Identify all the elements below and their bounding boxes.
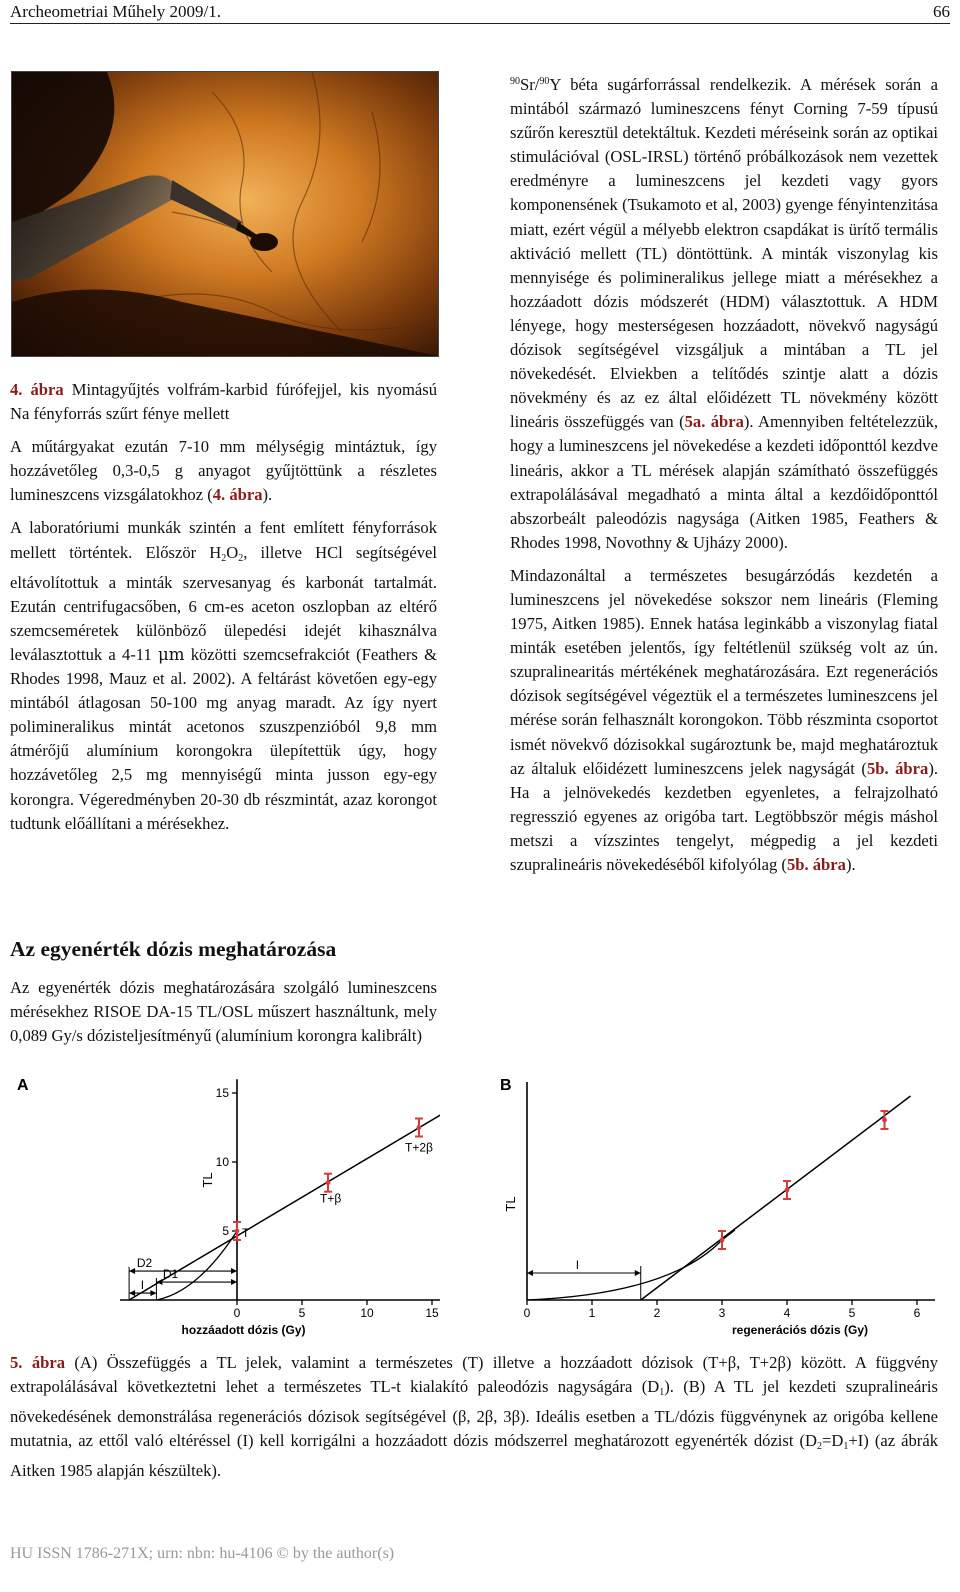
chart-a-y-tick-label: 10 <box>215 1155 229 1169</box>
chart-a-d2-arrow-head-left <box>129 1268 135 1274</box>
fig5a-reference: 5a. ábra <box>684 412 744 432</box>
chart-a <box>15 1072 440 1340</box>
chart-a-d2-label: D2 <box>136 1256 153 1271</box>
chart-b-svg <box>495 1072 935 1340</box>
left-paragraph-1 <box>10 435 437 507</box>
micrometer-unit: μm <box>157 644 185 664</box>
chart-b-x-tick-label: 0 <box>523 1306 531 1320</box>
header-rule <box>10 23 950 24</box>
chart-a-y-label: TL <box>200 1172 215 1188</box>
chart-a-x-label: hozzáadott dózis (Gy) <box>181 1323 306 1337</box>
p2-text-d: közötti szemcsefrakciót (Feathers & Rhodes 1998, Mauz et al. 2002). A feltárást követően egy-egy mintából átlagosan 50-100 mg anyag maradt. Az így nyert polimineralikus mintát acetonos szuszpenzióból 9,8 mm átmérőjű alumínium korongokra ülepítettük úgy, hogy hozzávetőleg 2,5 mg mennyiségű minta jusson egy-egy korongra. Végeredményben 20-30 db részmintát, azaz korongot tudtunk előállítani a mérésekhez. <box>10 644 437 833</box>
sup-90a: 90 <box>510 76 520 87</box>
chart-b-i-label: I <box>575 1258 580 1272</box>
fig4-label: 4. ábra <box>10 380 64 399</box>
journal-title: Archeometriai Műhely 2009/1. <box>10 2 222 21</box>
drilling-photo-image <box>12 72 438 356</box>
p3-text: Az egyenérték dózis meghatározására szolgáló lumineszcens mérésekhez RISOE DA-15 TL/OSL műszert használtunk, mely 0,089 Gy/s dózisteljesítményű (alumínium korongra kalibrált) <box>10 978 437 1046</box>
left-paragraph-2 <box>10 516 437 835</box>
fig5-caption <box>10 1351 938 1483</box>
chart-a-point-0-marker <box>235 1229 240 1234</box>
fig5b-reference-1: 5b. ábra <box>866 758 929 778</box>
chart-a-i-label: I <box>140 1278 145 1293</box>
chart-a-x-tick-label: 10 <box>360 1306 374 1320</box>
fig5-text-2: ). (B) A TL jel kezdeti szupralineáris növekedésének demonstrálása regenerációs dózisok segítségével (β, 2β, 3β). Ideális esetben a TL/dózis függvénynek az origóba kellene mutatnia, az ettől való eltéréssel (I) kell korrigálni a hozzáadott dózis módszerrel meghatározott egyenérték dózist (D <box>10 1377 938 1451</box>
chart-b-y-label: TL <box>503 1196 518 1212</box>
chart-a-point-1-marker <box>326 1180 331 1185</box>
rp1-text-a: Sr/ <box>520 75 540 94</box>
chart-a-d1-arrow-head-right <box>231 1279 237 1285</box>
chart-a-point-label-t-2beta: T+2β <box>405 1140 433 1155</box>
chart-a-d1-arrow-head-left <box>156 1279 162 1285</box>
chart-a-i-arrow-head-left <box>129 1290 135 1296</box>
chart-a-point-label-t-beta: T+β <box>320 1191 342 1206</box>
p1-text-b: ). <box>262 485 273 505</box>
chart-a-d2-arrow-head-right <box>231 1268 237 1274</box>
fig4-text: Mintagyűjtés volfrám-karbid fúrófejjel, kis nyomású Na fényforrás szűrt fénye mellett <box>10 380 438 424</box>
chart-b-point-2-marker <box>882 1118 887 1123</box>
chart-a-x-tick-label: 5 <box>298 1306 306 1320</box>
p2-text-b: O <box>226 542 239 562</box>
chart-a-svg <box>15 1072 440 1340</box>
fig5-text-1: (A) Összefüggés a TL jelek, valamint a természetes (T) illetve a hozzáadott dózisok (T+β, T+2β) között. A függvény extrapolálásával következtetni lehet a természetes TL-t kialakító paleodózis nagyságára (D <box>10 1353 939 1397</box>
chart-b-x-tick-label: 3 <box>718 1306 726 1320</box>
chart-b-point-1-marker <box>785 1188 790 1193</box>
rp2-text-c: ). <box>845 855 856 874</box>
chart-b-i-arrow-head-right <box>635 1270 641 1276</box>
left-paragraph-3 <box>10 976 437 1048</box>
chart-b-i-arrow-head-left <box>527 1270 533 1276</box>
chart-a-point-2-marker <box>417 1125 422 1130</box>
rp2-text-a: Mindazonáltal a természetes besugárzódás kezdetén a lumineszcens jel növekedése sokszor nem lineáris (Fleming 1975, Aitken 1985). Ennek hatása leginkább a viszonylag fiatal minták esetében jelentős, így feltétlenül szükség volt az ún. szupralinearitás mértékének meghatározására. Ezt regenerációs dózisok segítségével végeztük el a természetes lumineszcens jel mérése során felhasznált korongokon. Több részminta csoportot ismét növekvő dózisokkal sugároztunk be, majd meghatároztuk az általuk előidézett lumineszcens jelek nagyságát ( <box>510 565 938 778</box>
rp1-text-b: Y béta sugárforrással rendelkezik. A mérések során a mintából származó lumineszcens fényt Corning 7-59 típusú szűrőn keresztül detektáltuk. Kezdeti méréseink során az optikai stimulációval (OSL-IRSL) történő próbálkozások nem vezettek eredményre a lumineszcens jel kezdeti vagy gyors komponensének (Tsukamoto et al, 2003) gyenge fényintenzitása miatt, ezért végül a mélyebb elektron csapdákat is ürítő termális aktiváció mellett (TL) döntöttünk. A minták viszonylag kis mennyisége és polimineralikus jellege miatt a mérésekhez a hozzáadott dózis módszerét (HDM) választottuk. A HDM lényege, hogy mesterségesen hozzáadott, növekvő nagyságú dózisok segítségével vizsgáljuk a mintában a TL jel növekedését. Elviekben a telítődés szintje alatt a dózis növekmény és az ez által előidézett TL növekmény között lineáris összefüggés van ( <box>510 75 938 432</box>
drilling-photo <box>11 71 439 357</box>
chart-b <box>495 1072 935 1340</box>
page-footer: HU ISSN 1786-271X; urn: nbn: hu-4106 © by the author(s) <box>10 1545 395 1562</box>
p1-text-a: A műtárgyakat ezután 7-10 mm mélységig mintáztuk, így hozzávetőleg 0,3-0,5 g anyagot gyűjtöttünk a részletes lumineszcens vizsgálatokhoz ( <box>10 437 437 505</box>
fig5-text-3: =D <box>822 1431 844 1451</box>
chart-a-x-tick-label: 0 <box>233 1306 241 1320</box>
chart-a-point-label-t: T <box>242 1226 250 1240</box>
fig5b-reference-2: 5b. ábra <box>786 855 846 874</box>
sup-90b: 90 <box>539 76 550 87</box>
chart-b-x-label: regenerációs dózis (Gy) <box>731 1323 869 1337</box>
chart-b-x-tick-label: 2 <box>653 1306 661 1320</box>
chart-a-i-arrow-head-right <box>150 1290 156 1296</box>
rp1-text-c: ). Amennyiben feltételezzük, hogy a lumineszcens jel növekedése a kezdeti időponttól kezdve lineáris, akkor a TL mérések alapján számítható összefüggés extrapolálásával megadható a minta által a kezdőidőponttól abszorbeált paleodózis nagysága (Aitken 1985, Feathers & Rhodes 1998, Novothny & Ujházy 2000). <box>510 412 939 552</box>
right-column <box>510 70 938 877</box>
chart-a-d1-label: D1 <box>162 1267 179 1282</box>
sub-2a: 2 <box>221 552 227 564</box>
sub-2b: 2 <box>238 552 244 564</box>
chart-b-x-tick-label: 5 <box>848 1306 856 1320</box>
fig5-sub-3: 1 <box>843 1441 849 1453</box>
fig4-caption <box>10 378 437 836</box>
chart-b-panel-letter: B <box>500 1077 512 1094</box>
chart-a-panel-letter: A <box>17 1077 29 1094</box>
chart-b-growth-curve <box>527 1230 735 1300</box>
right-paragraph-1 <box>510 70 938 555</box>
p2-text-c: , illetve HCl segítségével eltávolítottuk a minták szervesanyag és karbonát tartalmát. Ezután centrifugacsőben, 6 cm-es aceton oszlopban az eltérő szemcseméretek különböző ülepedési idejét kihasználva leválasztottuk a 4-11 <box>10 542 438 664</box>
chart-a-growth-curve <box>156 1231 237 1300</box>
chart-a-y-tick-label: 5 <box>222 1224 229 1238</box>
section-heading: Az egyenérték dózis meghatározása <box>10 937 337 961</box>
fig5-sub-1: 1 <box>659 1387 665 1399</box>
right-paragraph-2 <box>510 564 938 877</box>
fig5-label: 5. ábra <box>10 1353 66 1372</box>
chart-b-x-tick-label: 4 <box>783 1306 791 1320</box>
rp2-text-b: ). Ha a jelnövekedés kezdetben egyenletes, a felrajzolható regresszió egyenes az origóba tart. Legtöbbször mégis máshol metszi a vízszintes tengelyt, mégpedig a jel kezdeti szupralineáris növekedéséből kifolyólag ( <box>510 758 938 874</box>
chart-b-point-0-marker <box>720 1238 725 1243</box>
chart-b-x-tick-label: 1 <box>588 1306 596 1320</box>
page-number: 66 <box>933 2 950 21</box>
chart-a-x-tick-label: 15 <box>425 1306 439 1320</box>
chart-b-x-tick-label: 6 <box>913 1306 921 1320</box>
fig5-sub-2: 2 <box>817 1441 823 1453</box>
fig5-text-4: +I) (az ábrák Aitken 1985 alapján készültek). <box>10 1431 938 1481</box>
page-header <box>10 0 950 24</box>
fig4-reference: 4. ábra <box>212 485 263 505</box>
p2-text-a: A laboratóriumi munkák szintén a fent említett fényforrások mellett történtek. Először H <box>10 518 437 562</box>
chart-a-y-tick-label: 15 <box>215 1086 229 1100</box>
